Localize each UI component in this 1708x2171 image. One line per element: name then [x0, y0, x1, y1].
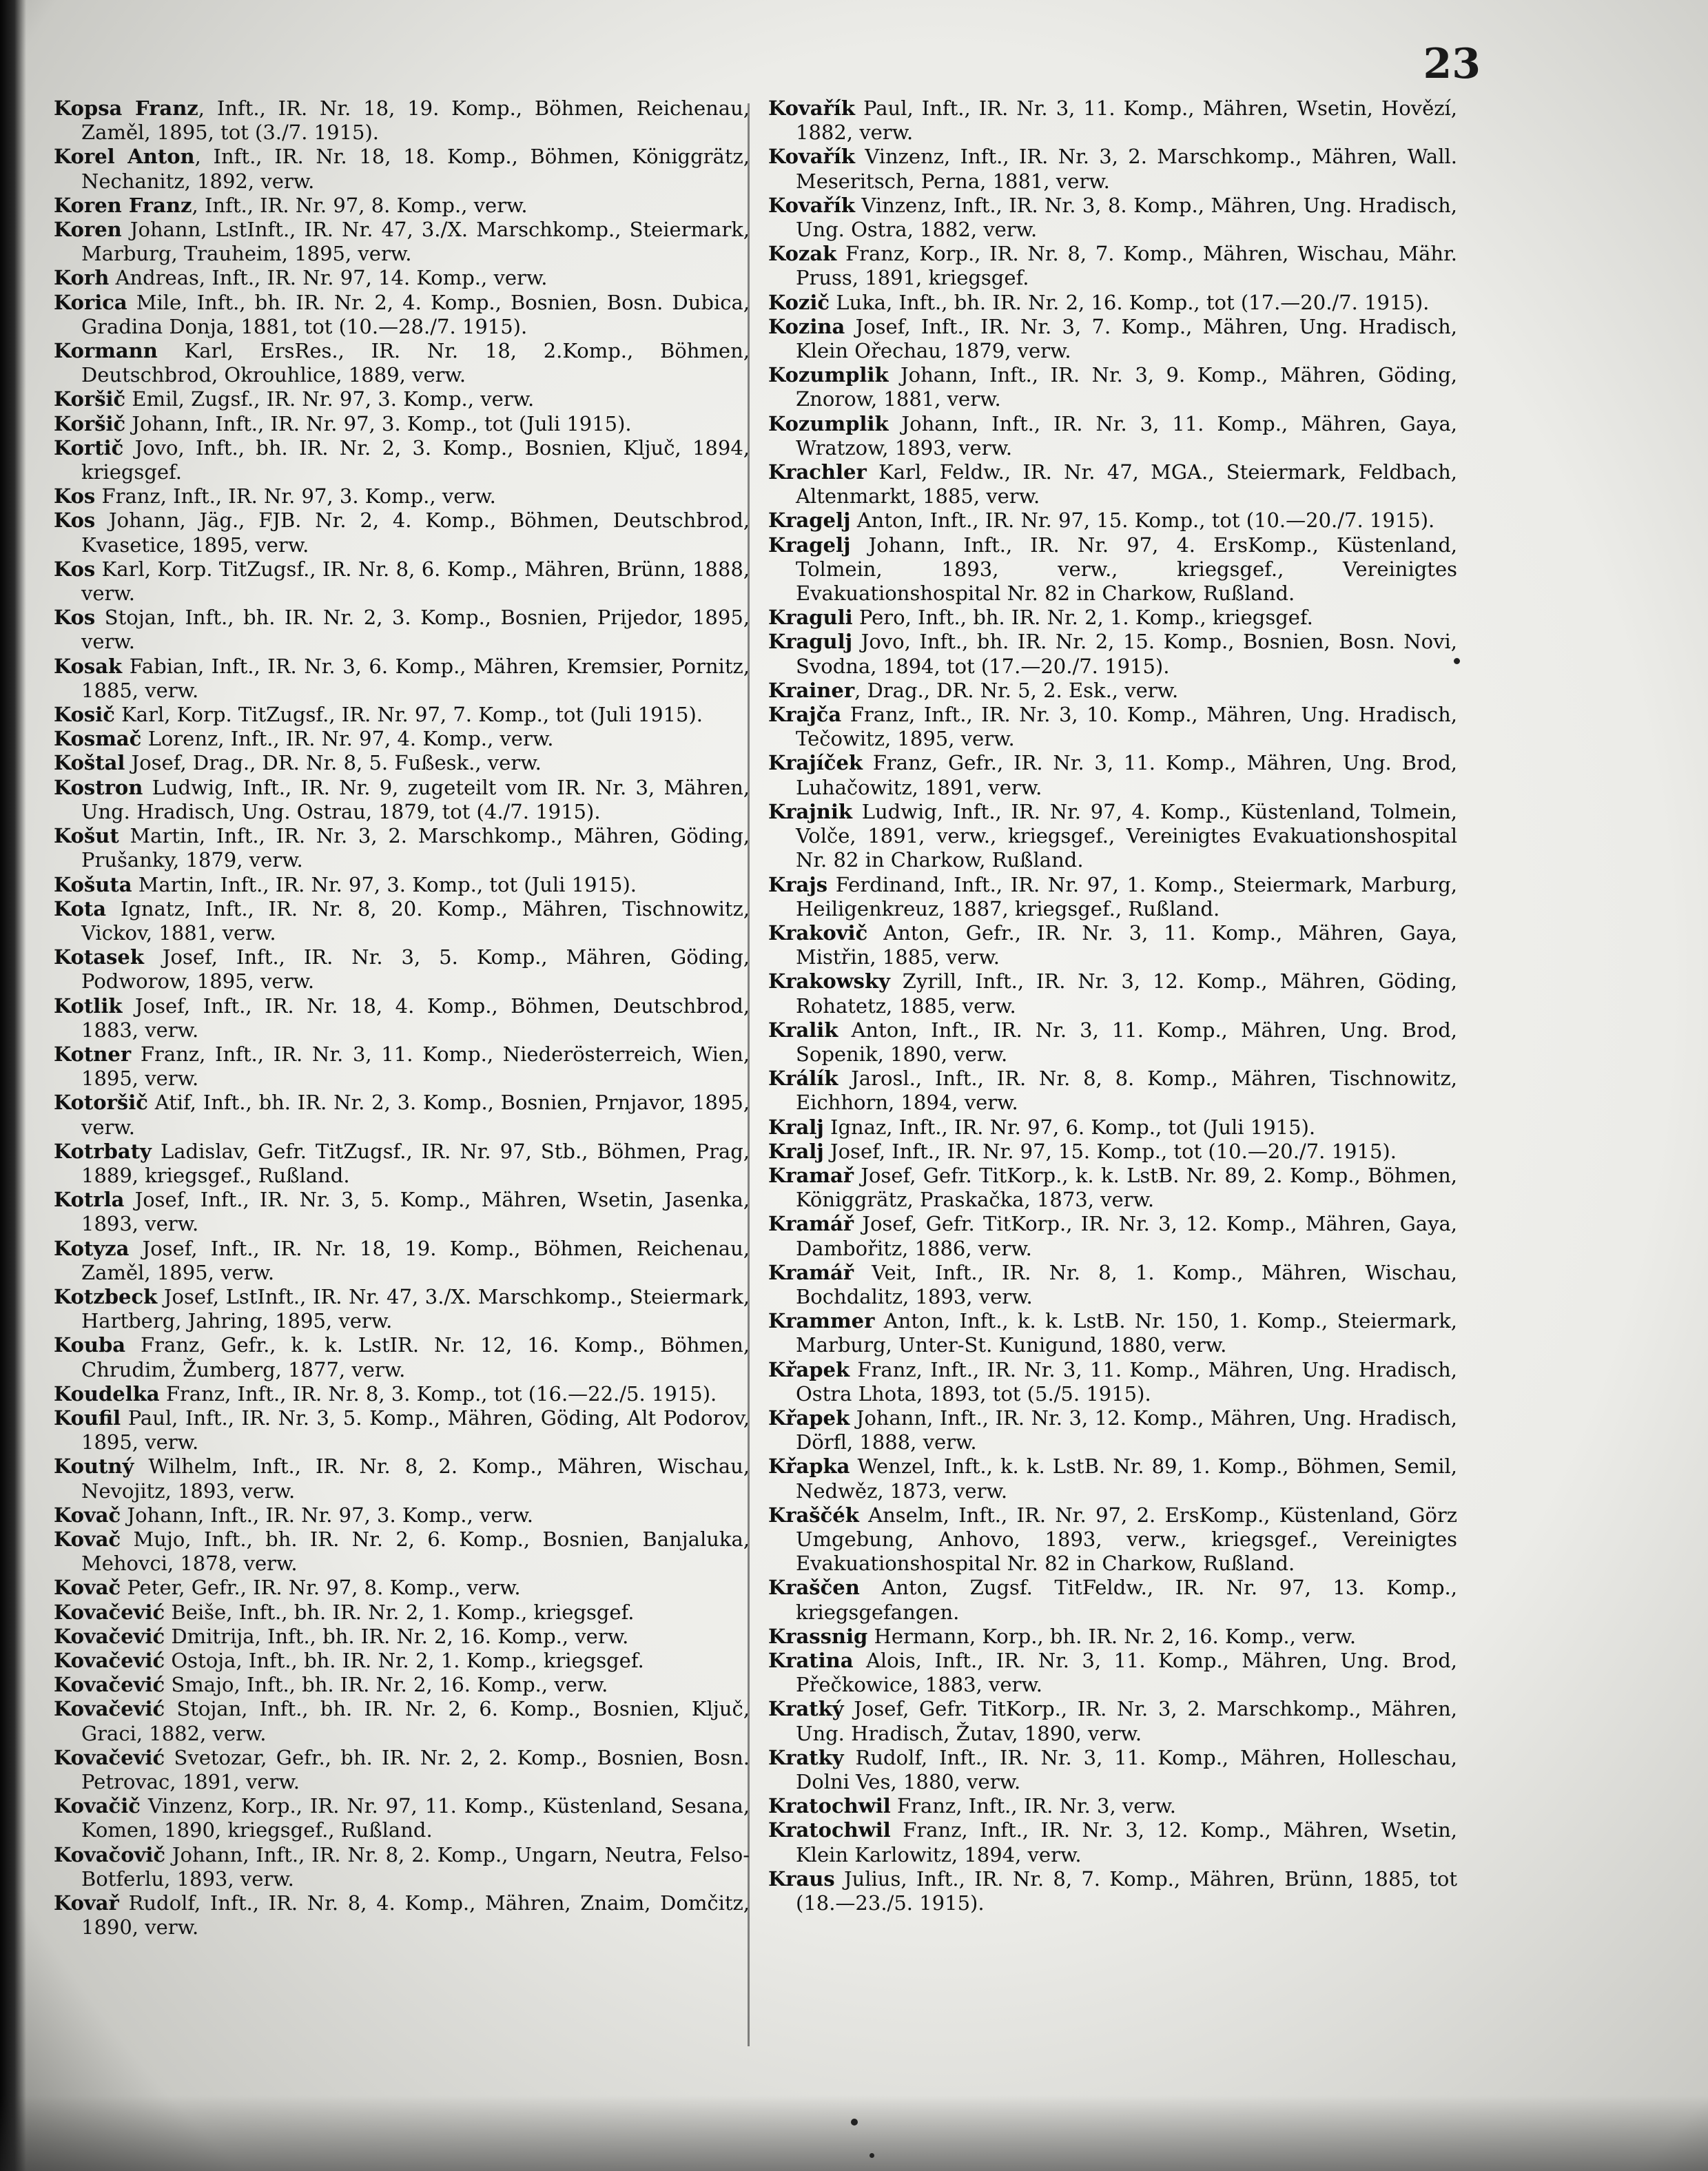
list-entry — [768, 1309, 1457, 1357]
list-entry — [768, 1164, 1457, 1212]
entry-surname: Kratochwil — [768, 1794, 891, 1818]
entry-surname: Kotlik — [54, 994, 123, 1018]
list-entry — [768, 1358, 1457, 1406]
list-entry — [54, 291, 750, 339]
list-entry — [768, 533, 1457, 606]
entry-details: Andreas, Inft., IR. Nr. 97, 14. Komp., verw. — [109, 266, 548, 290]
entry-surname: Křapek — [768, 1357, 850, 1381]
entry-details: Rudolf, Inft., IR. Nr. 8, 4. Komp., Mähren, Znaim, Domčitz, 1890, verw. — [81, 1891, 750, 1940]
entry-surname: Kraščék — [768, 1503, 859, 1527]
entry-details: Johann, LstInft., IR. Nr. 47, 3./X. Marschkomp., Steiermark, Marburg, Trauheim, 1895, verw. — [81, 218, 750, 266]
entry-details: Wilhelm, Inft., IR. Nr. 8, 2. Komp., Mähren, Wischau, Nevojitz, 1893, verw. — [81, 1454, 750, 1503]
entry-surname: Kozumplik — [768, 411, 889, 435]
entry-surname: Kovačević — [54, 1624, 165, 1648]
entry-details: Rudolf, Inft., IR. Nr. 3, 11. Komp., Mähren, Holleschau, Dolni Ves, 1880, verw. — [796, 1745, 1457, 1794]
entry-surname: Kratký — [768, 1697, 844, 1721]
list-entry — [54, 1746, 750, 1794]
entry-details: Johann, Inft., IR. Nr. 3, 11. Komp., Mähren, Gaya, Wratzow, 1893, verw. — [796, 411, 1457, 460]
entry-details: Ignaz, Inft., IR. Nr. 97, 6. Komp., tot (Juli 1915). — [823, 1115, 1316, 1139]
list-entry — [54, 776, 750, 824]
entry-surname: Kovačič — [54, 1794, 141, 1818]
entry-surname: Kosič — [54, 703, 115, 727]
entry-details: Jarosl., Inft., IR. Nr. 8, 8. Komp., Mähren, Tischnowitz, Eichhorn, 1894, verw. — [796, 1067, 1457, 1115]
entry-details: Fabian, Inft., IR. Nr. 3, 6. Komp., Mähren, Kremsier, Pornitz, 1885, verw. — [81, 654, 750, 702]
entry-details: Josef, Gefr. TitKorp., IR. Nr. 3, 12. Komp., Mähren, Gaya, Dambořitz, 1886, verw. — [796, 1212, 1457, 1260]
entry-surname: Košuta — [54, 872, 132, 896]
entry-surname: Krajs — [768, 872, 828, 896]
entry-surname: Korh — [54, 266, 110, 290]
list-entry — [54, 339, 750, 387]
entry-surname: Kralj — [768, 1115, 824, 1139]
entry-surname: Kotasek — [54, 945, 144, 969]
entry-surname: Kovačević — [54, 1697, 165, 1721]
entry-details: Ludwig, Inft., IR. Nr. 97, 4. Komp., Küstenland, Tolmein, Volče, 1891, verw., kriegsgef., Vereinigtes Evakuationshospital Nr. 82 in Charkow, Rußland. — [796, 799, 1457, 872]
entry-details: Josef, Inft., IR. Nr. 3, 5. Komp., Mähren, Wsetin, Jasenka, 1893, verw. — [81, 1188, 750, 1236]
entry-details: Beiše, Inft., bh. IR. Nr. 2, 1. Komp., kriegsgef. — [165, 1600, 635, 1624]
entry-details: Franz, Inft., IR. Nr. 3, 12. Komp., Mähren, Wsetin, Klein Karlowitz, 1894, verw. — [796, 1818, 1457, 1866]
entry-details: Ignatz, Inft., IR. Nr. 8, 20. Komp., Mähren, Tischnowitz, Vickov, 1881, verw. — [81, 896, 750, 945]
list-entry — [54, 1649, 750, 1673]
entry-details: Martin, Inft., IR. Nr. 97, 3. Komp., tot (Juli 1915). — [132, 872, 637, 896]
list-entry — [768, 242, 1457, 290]
entry-surname: Kramář — [768, 1212, 854, 1236]
entry-details: Johann, Inft., IR. Nr. 3, 12. Komp., Mähren, Ung. Hradisch, Dörfl, 1888, verw. — [796, 1406, 1457, 1454]
list-entry — [768, 1261, 1457, 1309]
entry-surname: Kragelj — [768, 508, 851, 533]
entry-details: Johann, Jäg., FJB. Nr. 2, 4. Komp., Böhmen, Deutschbrod, Kvasetice, 1895, verw. — [81, 508, 750, 557]
entry-details: Johann, Inft., IR. Nr. 97, 4. ErsKomp., Küstenland, Tolmein, 1893, verw., kriegsgef., Vereinigtes Evakuationshospital Nr. 82 in Charkow, Rußland. — [796, 533, 1457, 606]
entry-details: Ostoja, Inft., bh. IR. Nr. 2, 1. Komp., kriegsgef. — [165, 1649, 644, 1672]
entry-surname: Kortič — [54, 435, 124, 460]
entry-details: Karl, Korp. TitZugsf., IR. Nr. 97, 7. Komp., tot (Juli 1915). — [114, 703, 703, 727]
entry-details: Johann, Inft., IR. Nr. 97, 3. Komp., verw. — [121, 1503, 533, 1527]
entry-surname: Kopsa Franz — [54, 96, 198, 120]
entry-surname: Krammer — [768, 1309, 875, 1333]
entry-surname: Kraščen — [768, 1576, 860, 1600]
list-entry — [768, 630, 1457, 678]
list-entry — [54, 655, 750, 703]
list-entry — [768, 1406, 1457, 1454]
list-entry — [768, 703, 1457, 751]
list-entry — [54, 994, 750, 1042]
list-entry — [54, 727, 750, 751]
entry-surname: Kotoršič — [54, 1091, 148, 1115]
list-entry — [768, 412, 1457, 460]
list-entry — [54, 1503, 750, 1527]
entry-surname: Krajíček — [768, 751, 863, 775]
entry-surname: Kratina — [768, 1649, 854, 1672]
entry-details: Anton, Inft., k. k. LstB. Nr. 150, 1. Komp., Steiermark, Marburg, Unter-St. Kunigund, 1880, verw. — [796, 1309, 1457, 1357]
list-entry — [54, 436, 750, 484]
list-entry — [54, 1406, 750, 1454]
list-entry — [768, 1115, 1457, 1140]
entry-surname: Koutný — [54, 1454, 134, 1479]
entry-details: Veit, Inft., IR. Nr. 8, 1. Komp., Mähren, Wischau, Bochdalitz, 1893, verw. — [796, 1260, 1457, 1308]
entry-surname: Kovařík — [768, 96, 855, 120]
entry-surname: Kosmač — [54, 727, 142, 751]
entry-surname: Koren Franz — [54, 193, 192, 217]
entry-details: Zyrill, Inft., IR. Nr. 3, 12. Komp., Mähren, Göding, Rohatetz, 1885, verw. — [796, 969, 1457, 1018]
entry-details: Franz, Inft., IR. Nr. 3, 11. Komp., Niederösterreich, Wien, 1895, verw. — [81, 1042, 750, 1091]
list-entry — [54, 1843, 750, 1891]
list-entry — [54, 824, 750, 872]
list-entry — [54, 194, 750, 218]
list-entry — [54, 1697, 750, 1745]
entry-details: Smajo, Inft., bh. IR. Nr. 2, 16. Komp., verw. — [165, 1673, 608, 1697]
entry-surname: Kramař — [768, 1163, 854, 1187]
list-entry — [54, 1140, 750, 1188]
entry-details: Anton, Zugsf. TitFeldw., IR. Nr. 97, 13. Komp., kriegsgefangen. — [796, 1576, 1457, 1624]
entry-surname: Kovač — [54, 1576, 121, 1600]
list-entry — [768, 1697, 1457, 1745]
entry-surname: Krainer — [768, 678, 855, 702]
list-entry — [768, 1649, 1457, 1697]
entry-details: Vinzenz, Inft., IR. Nr. 3, 2. Marschkomp., Mähren, Wall. Meseritsch, Perna, 1881, verw. — [796, 145, 1457, 193]
entry-details: Martin, Inft., IR. Nr. 3, 2. Marschkomp., Mähren, Göding, Prušanky, 1879, verw. — [81, 824, 750, 872]
entry-surname: Koudelka — [54, 1381, 160, 1406]
entry-details: Karl, Korp. TitZugsf., IR. Nr. 8, 6. Komp., Mähren, Brünn, 1888, verw. — [81, 557, 750, 606]
entry-surname: Kratochwil — [768, 1818, 891, 1842]
entry-details: Karl, Feldw., IR. Nr. 47, MGA., Steiermark, Feldbach, Altenmarkt, 1885, verw. — [796, 460, 1457, 508]
entry-details: Vinzenz, Korp., IR. Nr. 97, 11. Komp., Küstenland, Sesana, Komen, 1890, kriegsgef., Rußland. — [81, 1794, 750, 1842]
bottom-shadow — [0, 2095, 1708, 2171]
entry-details: Ferdinand, Inft., IR. Nr. 97, 1. Komp., Steiermark, Marburg, Heiligenkreuz, 1887, kriegsgef., Rußland. — [796, 872, 1457, 920]
list-entry — [54, 1601, 750, 1625]
entry-details: Jovo, Inft., bh. IR. Nr. 2, 15. Komp., Bosnien, Bosn. Novi, Svodna, 1894, tot (17.—20./7. 1915). — [796, 630, 1457, 678]
entry-details: Mujo, Inft., bh. IR. Nr. 2, 6. Komp., Bosnien, Banjaluka, Mehovci, 1878, verw. — [81, 1527, 750, 1576]
entry-surname: Kraus — [768, 1866, 835, 1891]
list-entry — [54, 873, 750, 897]
entry-surname: Kotrla — [54, 1188, 125, 1212]
scan-speck — [1454, 658, 1460, 664]
entry-surname: Křapka — [768, 1454, 850, 1479]
entry-surname: Kos — [54, 606, 96, 630]
entry-surname: Kosak — [54, 654, 123, 678]
entry-surname: Krakowsky — [768, 969, 890, 994]
entry-surname: Kovařík — [768, 145, 855, 169]
entry-surname: Kotrbaty — [54, 1139, 152, 1163]
entry-details: Johann, Inft., IR. Nr. 97, 3. Komp., tot (Juli 1915). — [125, 411, 632, 435]
entry-surname: Kozak — [768, 242, 837, 266]
entry-details: Emil, Zugsf., IR. Nr. 97, 3. Komp., verw. — [125, 387, 535, 411]
entry-surname: Kraguli — [768, 606, 853, 630]
list-entry — [768, 315, 1457, 363]
entry-surname: Krachler — [768, 460, 867, 484]
entry-surname: Kozina — [768, 314, 845, 338]
entry-details: Wenzel, Inft., k. k. LstB. Nr. 89, 1. Komp., Böhmen, Semil, Nedwěz, 1873, verw. — [796, 1454, 1457, 1503]
list-entry — [54, 218, 750, 266]
list-entry — [54, 1285, 750, 1333]
entry-details: Anselm, Inft., IR. Nr. 97, 2. ErsKomp., Küstenland, Görz Umgebung, Anhovo, 1893, verw., kriegsgef., Vereinigtes Evakuationshospital Nr. 82 in Charkow, Rußland. — [796, 1503, 1457, 1576]
list-entry — [54, 1237, 750, 1285]
entry-details: Stojan, Inft., bh. IR. Nr. 2, 6. Komp., Bosnien, Ključ, Graci, 1882, verw. — [81, 1697, 750, 1745]
entry-surname: Kovač — [54, 1527, 121, 1551]
entry-details: , Drag., DR. Nr. 5, 2. Esk., verw. — [854, 678, 1179, 702]
list-entry — [768, 1576, 1457, 1624]
list-entry — [54, 897, 750, 945]
entry-surname: Kovač — [54, 1503, 121, 1527]
entry-surname: Kratky — [768, 1745, 844, 1769]
list-entry — [54, 484, 750, 508]
entry-details: Josef, Gefr. TitKorp., IR. Nr. 3, 2. Marschkomp., Mähren, Ung. Hradisch, Žutav, 1890, verw. — [796, 1697, 1457, 1745]
entry-surname: Kota — [54, 896, 107, 920]
list-entry — [54, 145, 750, 193]
list-entry — [54, 1527, 750, 1576]
entry-surname: Kormann — [54, 339, 158, 363]
list-entry — [768, 751, 1457, 799]
entry-details: Johann, Inft., IR. Nr. 3, 9. Komp., Mähren, Göding, Znorow, 1881, verw. — [796, 363, 1457, 411]
entry-details: Franz, Inft., IR. Nr. 8, 3. Komp., tot (16.—22./5. 1915). — [159, 1381, 717, 1406]
entry-details: Luka, Inft., bh. IR. Nr. 2, 16. Komp., tot (17.—20./7. 1915). — [830, 290, 1430, 314]
entry-surname: Křapek — [768, 1406, 850, 1430]
list-entry — [768, 873, 1457, 921]
entry-details: Josef, Inft., IR. Nr. 97, 15. Komp., tot (10.—20./7. 1915). — [823, 1139, 1397, 1163]
list-entry — [54, 1625, 750, 1649]
entry-details: Franz, Gefr., IR. Nr. 3, 11. Komp., Mähren, Ung. Brod, Luhačowitz, 1891, verw. — [796, 751, 1457, 799]
entry-details: Paul, Inft., IR. Nr. 3, 11. Komp., Mähren, Wsetin, Hovězí, 1882, verw. — [796, 96, 1457, 145]
entry-details: Franz, Inft., IR. Nr. 3, 10. Komp., Mähren, Ung. Hradisch, Tečowitz, 1895, verw. — [796, 703, 1457, 751]
entry-details: Josef, Inft., IR. Nr. 3, 7. Komp., Mähren, Ung. Hradisch, Klein Ořechau, 1879, verw. — [796, 314, 1457, 363]
list-entry — [768, 1625, 1457, 1649]
entry-details: Ladislav, Gefr. TitZugsf., IR. Nr. 97, Stb., Böhmen, Prag, 1889, kriegsgef., Rußland. — [81, 1139, 750, 1187]
list-entry — [54, 387, 750, 411]
entry-details: Anton, Inft., IR. Nr. 3, 11. Komp., Mähren, Ung. Brod, Sopenik, 1890, verw. — [796, 1018, 1457, 1066]
list-entry — [54, 1333, 750, 1381]
entry-details: , Inft., IR. Nr. 18, 19. Komp., Böhmen, Reichenau, Zaměl, 1895, tot (3./7. 1915). — [81, 96, 750, 145]
entry-surname: Kovačević — [54, 1649, 165, 1672]
entry-surname: Kos — [54, 557, 96, 581]
list-entry — [768, 1503, 1457, 1576]
entry-surname: Koufil — [54, 1406, 121, 1430]
entry-details: Johann, Inft., IR. Nr. 8, 2. Komp., Ungarn, Neutra, Felso-Botferlu, 1893, verw. — [81, 1842, 750, 1891]
entry-surname: Košut — [54, 824, 119, 848]
binding-shadow — [0, 0, 26, 2171]
list-entry — [768, 363, 1457, 411]
entry-details: Lorenz, Inft., IR. Nr. 97, 4. Komp., verw. — [141, 727, 554, 751]
list-entry — [54, 96, 750, 145]
entry-surname: Kragulj — [768, 630, 853, 654]
list-entry — [54, 1673, 750, 1697]
list-entry — [768, 606, 1457, 630]
entry-details: Anton, Inft., IR. Nr. 97, 15. Komp., tot (10.—20./7. 1915). — [850, 508, 1435, 533]
list-entry — [768, 460, 1457, 508]
list-entry — [768, 508, 1457, 533]
entry-details: Julius, Inft., IR. Nr. 8, 7. Komp., Mähren, Brünn, 1885, tot (18.—23./5. 1915). — [796, 1866, 1457, 1915]
list-entry — [768, 1794, 1457, 1818]
entry-surname: Kovačević — [54, 1745, 165, 1769]
entry-details: Paul, Inft., IR. Nr. 3, 5. Komp., Mähren, Göding, Alt Podorov, 1895, verw. — [81, 1406, 750, 1454]
entry-surname: Kos — [54, 484, 96, 508]
list-entry — [768, 1018, 1457, 1067]
entry-details: Franz, Gefr., k. k. LstIR. Nr. 12, 16. Komp., Böhmen, Chrudim, Žumberg, 1877, verw. — [81, 1333, 750, 1381]
entry-surname: Kotner — [54, 1042, 132, 1066]
entry-details: Josef, Inft., IR. Nr. 18, 4. Komp., Böhmen, Deutschbrod, 1883, verw. — [81, 994, 750, 1042]
entry-details: Karl, ErsRes., IR. Nr. 18, 2.Komp., Böhmen, Deutschbrod, Okrouhlice, 1889, verw. — [81, 339, 750, 387]
list-entry — [768, 291, 1457, 315]
entry-surname: Kozič — [768, 290, 830, 314]
entry-details: Franz, Inft., IR. Nr. 97, 3. Komp., verw. — [95, 484, 496, 508]
entry-details: Josef, Drag., DR. Nr. 8, 5. Fußesk., verw. — [125, 751, 542, 775]
entry-details: Vinzenz, Inft., IR. Nr. 3, 8. Komp., Mähren, Ung. Hradisch, Ung. Ostra, 1882, verw. — [796, 193, 1457, 242]
entry-details: Jovo, Inft., bh. IR. Nr. 2, 3. Komp., Bosnien, Ključ, 1894, kriegsgef. — [81, 435, 750, 484]
list-entry — [54, 508, 750, 557]
entry-details: Mile, Inft., bh. IR. Nr. 2, 4. Komp., Bosnien, Bosn. Dubica, Gradina Donja, 1881, tot (10.—28./7. 1915). — [81, 290, 750, 338]
entry-surname: Kovačević — [54, 1673, 165, 1697]
entry-surname: Kovař — [54, 1891, 119, 1915]
entry-surname: Kostron — [54, 775, 143, 799]
entry-surname: Koršič — [54, 387, 126, 411]
entry-surname: Kovařík — [768, 193, 855, 217]
list-entry — [768, 1212, 1457, 1260]
list-entry — [54, 412, 750, 436]
entry-details: Stojan, Inft., bh. IR. Nr. 2, 3. Komp., Bosnien, Prijedor, 1895, verw. — [81, 606, 750, 654]
entry-surname: Krassnig — [768, 1624, 868, 1648]
entry-details: , Inft., IR. Nr. 97, 8. Komp., verw. — [192, 193, 528, 217]
entry-surname: Kovačovič — [54, 1842, 166, 1866]
entry-surname: Krajnik — [768, 799, 852, 823]
list-entry — [54, 606, 750, 654]
entry-surname: Koršič — [54, 411, 126, 435]
entry-surname: Koren — [54, 218, 122, 242]
entry-details: Franz, Korp., IR. Nr. 8, 7. Komp., Mähren, Wischau, Mähr. Pruss, 1891, kriegsgef. — [796, 242, 1457, 290]
entry-surname: Kralik — [768, 1018, 838, 1042]
entry-surname: Korel Anton — [54, 145, 195, 169]
entry-surname: Korica — [54, 290, 127, 314]
list-entry — [54, 1576, 750, 1600]
list-entry — [54, 1188, 750, 1236]
entry-surname: Králík — [768, 1067, 838, 1091]
entry-surname: Koštal — [54, 751, 125, 775]
list-entry — [768, 1140, 1457, 1164]
entry-details: Franz, Inft., IR. Nr. 3, verw. — [890, 1794, 1176, 1818]
scan-speck — [870, 2153, 874, 2158]
entry-details: Anton, Gefr., IR. Nr. 3, 11. Komp., Mähren, Gaya, Mistřin, 1885, verw. — [796, 920, 1457, 969]
list-entry — [54, 557, 750, 606]
entry-surname: Kos — [54, 508, 96, 533]
entry-details: Atif, Inft., bh. IR. Nr. 2, 3. Komp., Bosnien, Prnjavor, 1895, verw. — [81, 1091, 750, 1139]
list-entry — [768, 1067, 1457, 1115]
list-entry — [768, 145, 1457, 193]
list-entry — [768, 194, 1457, 242]
entry-details: Josef, Inft., IR. Nr. 18, 19. Komp., Böhmen, Reichenau, Zaměl, 1895, verw. — [81, 1236, 750, 1284]
list-entry — [54, 1891, 750, 1940]
entry-surname: Kragelj — [768, 533, 851, 557]
entry-surname: Kotyza — [54, 1236, 130, 1260]
list-entry — [54, 1454, 750, 1503]
entry-details: Josef, Gefr. TitKorp., k. k. LstB. Nr. 89, 2. Komp., Böhmen, Königgrätz, Praskačka, 1873, verw. — [796, 1163, 1457, 1212]
list-entry — [768, 1746, 1457, 1794]
entry-details: Hermann, Korp., bh. IR. Nr. 2, 16. Komp., verw. — [867, 1624, 1357, 1648]
list-entry — [54, 751, 750, 775]
entry-surname: Krakovič — [768, 920, 868, 945]
page-number: 23 — [1423, 40, 1481, 88]
entry-surname: Kovačević — [54, 1600, 165, 1624]
entry-details: Josef, LstInft., IR. Nr. 47, 3./X. Marschkomp., Steiermark, Hartberg, Jahring, 1895, verw. — [81, 1284, 750, 1333]
list-entry — [54, 266, 750, 290]
list-entry — [54, 1382, 750, 1406]
entry-details: Alois, Inft., IR. Nr. 3, 11. Komp., Mähren, Ung. Brod, Přečkowice, 1883, verw. — [796, 1649, 1457, 1697]
entry-details: Josef, Inft., IR. Nr. 3, 5. Komp., Mähren, Göding, Podworow, 1895, verw. — [81, 945, 750, 994]
entry-details: Franz, Inft., IR. Nr. 3, 11. Komp., Mähren, Ung. Hradisch, Ostra Lhota, 1893, tot (5./5. 1915). — [796, 1357, 1457, 1406]
list-entry — [54, 1794, 750, 1842]
list-entry — [768, 800, 1457, 873]
entry-details: , Inft., IR. Nr. 18, 18. Komp., Böhmen, Königgrätz, Nechanitz, 1892, verw. — [81, 145, 750, 193]
entry-details: Pero, Inft., bh. IR. Nr. 2, 1. Komp., kriegsgef. — [852, 606, 1313, 630]
list-entry — [768, 1867, 1457, 1915]
list-entry — [768, 1818, 1457, 1866]
list-entry — [768, 1454, 1457, 1503]
list-entry — [768, 679, 1457, 703]
right-column — [768, 96, 1457, 1915]
entry-surname: Kozumplik — [768, 363, 889, 387]
entry-details: Peter, Gefr., IR. Nr. 97, 8. Komp., verw. — [121, 1576, 521, 1600]
list-entry — [768, 921, 1457, 969]
list-entry — [54, 703, 750, 727]
list-entry — [54, 1091, 750, 1139]
entry-surname: Krajča — [768, 703, 842, 727]
scan-speck — [851, 2119, 858, 2126]
entry-details: Dmitrija, Inft., bh. IR. Nr. 2, 16. Komp., verw. — [165, 1624, 629, 1648]
entry-surname: Kouba — [54, 1333, 126, 1357]
list-entry — [768, 96, 1457, 145]
list-entry — [54, 945, 750, 994]
entry-surname: Kralj — [768, 1139, 824, 1163]
entry-details: Ludwig, Inft., IR. Nr. 9, zugeteilt vom IR. Nr. 3, Mähren, Ung. Hradisch, Ung. Ostrau, 1879, tot (4./7. 1915). — [81, 775, 750, 823]
entry-details: Svetozar, Gefr., bh. IR. Nr. 2, 2. Komp., Bosnien, Bosn. Petrovac, 1891, verw. — [81, 1745, 750, 1794]
entry-surname: Kramář — [768, 1260, 854, 1284]
entry-surname: Kotzbeck — [54, 1284, 158, 1308]
left-column — [54, 96, 750, 1940]
list-entry — [768, 969, 1457, 1018]
list-entry — [54, 1042, 750, 1091]
